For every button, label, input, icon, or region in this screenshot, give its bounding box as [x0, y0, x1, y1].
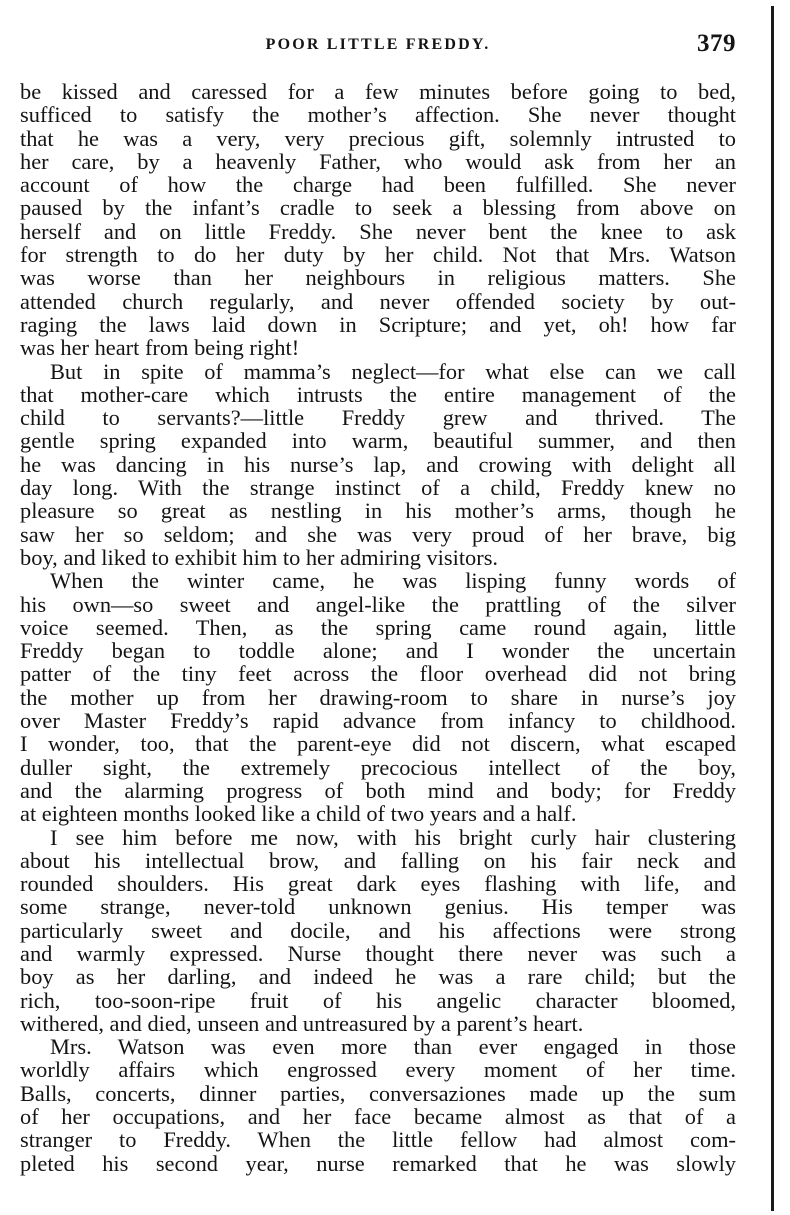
- text-line: patter of the tiny feet across the floor overhead did not bring: [20, 661, 736, 687]
- text-line: voice seemed. Then, as the spring came round again, little: [20, 614, 736, 640]
- text-line: particularly sweet and docile, and his affections were strong: [20, 917, 736, 943]
- text-line: boy as her darling, and indeed he was a rare child; but the: [20, 964, 736, 990]
- scan-edge-line: [771, 6, 774, 1211]
- text-line: that mother-care which intrusts the entire management of the: [20, 381, 736, 407]
- text-line: But in spite of mamma’s neglect—for what else can we call: [50, 358, 736, 384]
- text-line: of her occupations, and her face became almost as that of a: [20, 1104, 736, 1130]
- text-line: be kissed and caressed for a few minutes before going to bed,: [20, 79, 736, 104]
- text-line: pleted his second year, nurse remarked that he was slowly: [20, 1150, 736, 1176]
- text-line: child to servants?—little Freddy grew and thrived. The: [20, 405, 736, 431]
- text-line: her care, by a heavenly Father, who would ask from her an: [20, 148, 736, 174]
- page-number: 379: [697, 30, 736, 57]
- text-line: he was dancing in his nurse’s lap, and crowing with delight all: [20, 451, 736, 477]
- text-line: attended church regularly, and never offended society by out-: [20, 288, 736, 314]
- running-header: [20, 32, 736, 62]
- text-line: that he was a very, very precious gift, solemnly intrusted to: [20, 125, 736, 151]
- running-title: POOR LITTLE FREDDY.: [265, 36, 491, 53]
- text-line: sufficed to satisfy the mother’s affection. She never thought: [20, 102, 736, 128]
- text-line: day long. With the strange instinct of a child, Freddy knew no: [20, 475, 736, 501]
- text-line: stranger to Freddy. When the little fellow had almost com-: [20, 1127, 736, 1153]
- text-line: some strange, never-told unknown genius. His temper was: [20, 894, 736, 920]
- text-line: Balls, concerts, dinner parties, conversaziones made up the sum: [20, 1080, 736, 1106]
- text-line: rich, too-soon-ripe fruit of his angelic character bloomed,: [20, 987, 736, 1013]
- text-line: about his intellectual brow, and falling on his fair neck and: [20, 847, 736, 873]
- text-line: worldly affairs which engrossed every moment of her time.: [20, 1057, 736, 1083]
- text-line: raging the laws laid down in Scripture; and yet, oh! how far: [20, 311, 736, 337]
- body-text: [20, 80, 736, 1175]
- text-line: paused by the infant’s cradle to seek a blessing from above on: [20, 195, 736, 221]
- text-line: and warmly expressed. Nurse thought there never was such a: [20, 940, 736, 966]
- text-line: was her heart from being right!: [20, 335, 300, 361]
- text-line: I wonder, too, that the parent-eye did not discern, what escaped: [20, 731, 736, 757]
- text-line: for strength to do her duty by her child. Not that Mrs. Watson: [20, 242, 736, 268]
- text-line: was worse than her neighbours in religious matters. She: [20, 265, 736, 291]
- text-line: pleasure so great as nestling in his mother’s arms, though he: [20, 498, 736, 524]
- text-line: rounded shoulders. His great dark eyes flashing with life, and: [20, 871, 736, 897]
- text-line: I see him before me now, with his bright curly hair clustering: [50, 824, 736, 850]
- text-line: herself and on little Freddy. She never bent the knee to ask: [20, 218, 736, 244]
- text-line: withered, and died, unseen and untreasured by a parent’s heart.: [20, 1010, 584, 1036]
- text-line: account of how the charge had been fulfilled. She never: [20, 172, 736, 198]
- text-line: and the alarming progress of both mind and body; for Freddy: [20, 777, 736, 803]
- text-line: Mrs. Watson was even more than ever engaged in those: [50, 1034, 736, 1060]
- text-line: gentle spring expanded into warm, beautiful summer, and then: [20, 428, 736, 454]
- text-line: duller sight, the extremely precocious intellect of the boy,: [20, 754, 736, 780]
- text-line: over Master Freddy’s rapid advance from infancy to childhood.: [20, 708, 736, 734]
- text-line: saw her so seldom; and she was very proud of her brave, big: [20, 521, 736, 547]
- text-line: at eighteen months looked like a child of two years and a half.: [20, 801, 577, 827]
- text-line: his own—so sweet and angel-like the prattling of the silver: [20, 591, 736, 617]
- text-line: When the winter came, he was lisping funny words of: [50, 568, 736, 594]
- text-line: Freddy began to toddle alone; and I wonder the uncertain: [20, 638, 736, 664]
- text-line: the mother up from her drawing-room to share in nurse’s joy: [20, 684, 736, 710]
- text-line: boy, and liked to exhibit him to her admiring visitors.: [20, 544, 499, 570]
